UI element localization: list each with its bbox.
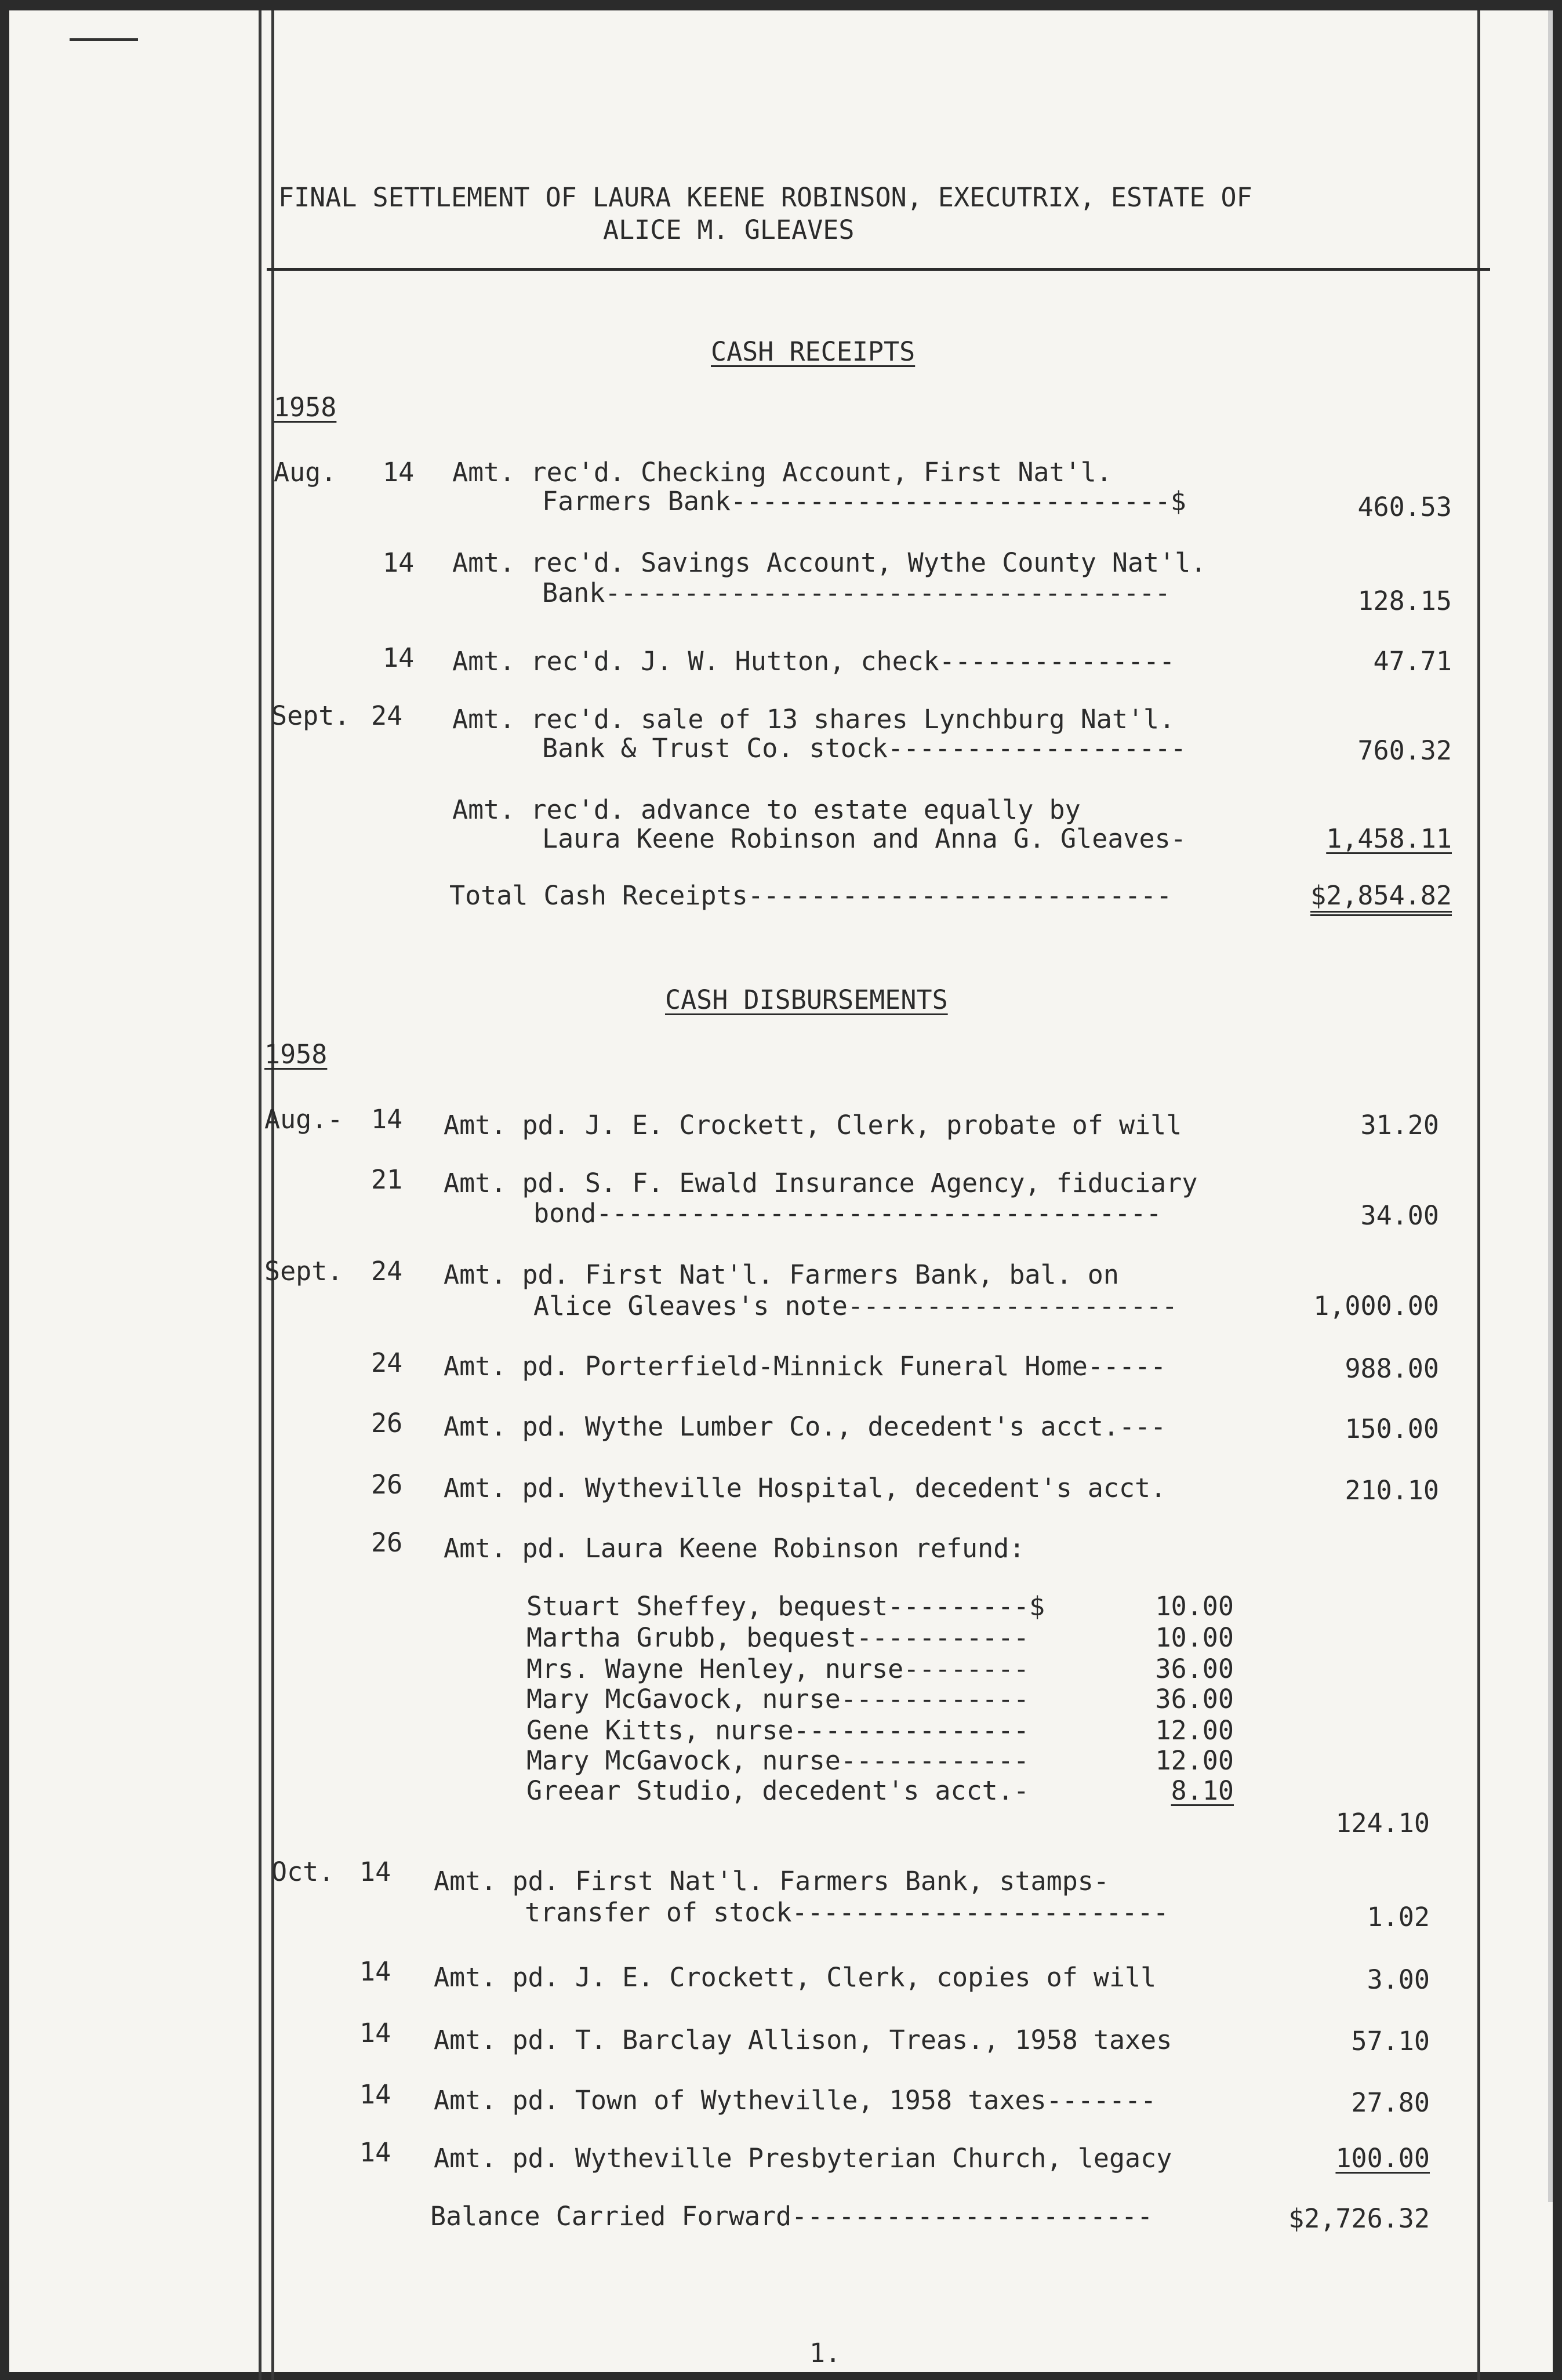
refund-amount: 10.00 (1155, 1591, 1234, 1622)
entry-text-cont: bond------------------------------------ (533, 1198, 1162, 1229)
refund-amount: 36.00 (1155, 1654, 1234, 1684)
entry-amount: 1,458.11 (1326, 823, 1452, 854)
entry-amount: 27.80 (1351, 2087, 1430, 2118)
receipts-heading: CASH RECEIPTS (711, 336, 916, 367)
document-title-line2: ALICE M. GLEAVES (603, 215, 855, 245)
entry-amount: 128.15 (1357, 586, 1452, 616)
entry-text: Amt. rec'd. Savings Account, Wythe County Nat'l. (452, 547, 1207, 578)
refund-amount: 36.00 (1155, 1684, 1234, 1714)
title-rule (267, 268, 1490, 271)
refund-label: Stuart Sheffey, bequest---------$ (526, 1591, 1045, 1622)
entry-month: Sept. (264, 1256, 343, 1287)
entry-day: 14 (383, 547, 415, 578)
page-number: 1. (809, 2338, 841, 2368)
entry-text: Amt. pd. Porterfield-Minnick Funeral Home----- (444, 1351, 1167, 1382)
entry-amount: 988.00 (1345, 1353, 1439, 1384)
margin-line-left-outer (259, 10, 261, 2380)
entry-text: Amt. pd. Wythe Lumber Co., decedent's acct.--- (444, 1411, 1167, 1442)
entry-text: Amt. rec'd. sale of 13 shares Lynchburg Nat'l. (452, 704, 1175, 735)
entry-day: 24 (371, 700, 403, 731)
paper-shadow (1548, 10, 1553, 2202)
balance-amount: $2,726.32 (1288, 2203, 1430, 2234)
refund-label: Mary McGavock, nurse------------ (526, 1684, 1029, 1714)
entry-amount: 3.00 (1367, 1964, 1430, 1995)
refund-label: Mary McGavock, nurse------------ (526, 1745, 1029, 1776)
refund-label: Martha Grubb, bequest----------- (526, 1622, 1029, 1653)
receipts-total-label: Total Cash Receipts--------------------------- (449, 880, 1172, 911)
entry-amount: 1.02 (1367, 1902, 1430, 1932)
entry-month: Aug. (274, 457, 337, 488)
entry-month: Sept. (271, 700, 350, 731)
balance-label: Balance Carried Forward----------------------- (430, 2201, 1153, 2232)
margin-line-right (1477, 10, 1480, 2380)
entry-text: Amt. pd. First Nat'l. Farmers Bank, stamps- (434, 1866, 1109, 1896)
refund-label: Gene Kitts, nurse--------------- (526, 1715, 1029, 1746)
entry-amount: 57.10 (1351, 2026, 1430, 2056)
entry-amount: 34.00 (1360, 1200, 1439, 1231)
entry-day: 14 (359, 2018, 391, 2048)
entry-text-cont: Bank------------------------------------ (542, 577, 1171, 608)
entry-amount: 760.32 (1357, 735, 1452, 766)
entry-day: 14 (383, 642, 415, 673)
entry-day: 21 (371, 1164, 403, 1195)
entry-day: 14 (383, 457, 415, 488)
entry-amount: 150.00 (1345, 1414, 1439, 1444)
entry-day: 24 (371, 1347, 403, 1378)
scan-border-bottom (0, 2372, 1562, 2380)
entry-text: Amt. pd. Wytheville Hospital, decedent's acct. (444, 1473, 1167, 1503)
scan-border-top (0, 0, 1562, 10)
margin-line-left-inner (271, 10, 274, 2380)
scan-border-right (1553, 0, 1562, 2380)
entry-text-cont: transfer of stock------------------------ (525, 1897, 1169, 1928)
entry-text-cont: Bank & Trust Co. stock------------------- (542, 733, 1186, 764)
document-title-line1: FINAL SETTLEMENT OF LAURA KEENE ROBINSON, EXECUTRIX, ESTATE OF (278, 182, 1252, 213)
refund-amount: 10.00 (1155, 1622, 1234, 1653)
disbursements-year: 1958 (264, 1039, 328, 1070)
refund-total: 124.10 (1335, 1808, 1430, 1838)
entry-text: Amt. pd. S. F. Ewald Insurance Agency, fiduciary (444, 1168, 1198, 1198)
entry-day: 14 (359, 2079, 391, 2110)
entry-text-cont: Laura Keene Robinson and Anna G. Gleaves- (542, 823, 1186, 854)
entry-text-cont: Alice Gleaves's note--------------------- (533, 1291, 1178, 1321)
entry-text: Amt. pd. J. E. Crockett, Clerk, copies of will (434, 1962, 1157, 1993)
refund-amount: 12.00 (1155, 1745, 1234, 1776)
corner-mark (70, 38, 138, 41)
entry-amount: 47.71 (1373, 646, 1452, 677)
entry-day: 14 (359, 2137, 391, 2168)
entry-day: 14 (359, 1956, 391, 1987)
refund-label: Greear Studio, decedent's acct.- (526, 1775, 1029, 1806)
entry-text: Amt. pd. Town of Wytheville, 1958 taxes------- (434, 2085, 1157, 2116)
entry-amount: 210.10 (1345, 1475, 1439, 1506)
entry-month: Oct. (271, 1856, 335, 1887)
entry-amount: 460.53 (1357, 492, 1452, 522)
entry-amount: 1,000.00 (1313, 1291, 1439, 1321)
entry-text: Amt. pd. J. E. Crockett, Clerk, probate of will (444, 1110, 1182, 1140)
entry-day: 26 (371, 1408, 403, 1438)
entry-text: Amt. pd. Laura Keene Robinson refund: (444, 1533, 1025, 1564)
refund-label: Mrs. Wayne Henley, nurse-------- (526, 1654, 1029, 1684)
entry-text: Amt. pd. Wytheville Presbyterian Church, legacy (434, 2143, 1172, 2174)
entry-amount: 31.20 (1360, 1110, 1439, 1140)
entry-day: 26 (371, 1527, 403, 1558)
entry-text: Amt. rec'd. J. W. Hutton, check--------------- (452, 646, 1175, 677)
receipts-total-amount: $2,854.82 (1310, 882, 1452, 916)
entry-day: 24 (371, 1256, 403, 1287)
receipts-year: 1958 (274, 392, 337, 423)
refund-amount: 12.00 (1155, 1715, 1234, 1746)
scan-border-left (0, 0, 9, 2380)
entry-text: Amt. pd. T. Barclay Allison, Treas., 1958 taxes (434, 2025, 1172, 2055)
entry-day: 26 (371, 1469, 403, 1500)
refund-amount: 8.10 (1171, 1775, 1234, 1806)
disbursements-heading: CASH DISBURSEMENTS (665, 984, 948, 1015)
entry-text: Amt. rec'd. Checking Account, First Nat'l. (452, 457, 1112, 488)
entry-amount: 100.00 (1335, 2143, 1430, 2174)
entry-day: 14 (359, 1856, 391, 1887)
entry-day: 14 (371, 1104, 403, 1135)
entry-month: Aug.- (264, 1104, 343, 1135)
entry-text: Amt. pd. First Nat'l. Farmers Bank, bal. on (444, 1259, 1119, 1290)
entry-text-cont: Farmers Bank----------------------------$ (542, 486, 1186, 517)
entry-text: Amt. rec'd. advance to estate equally by (452, 794, 1081, 825)
